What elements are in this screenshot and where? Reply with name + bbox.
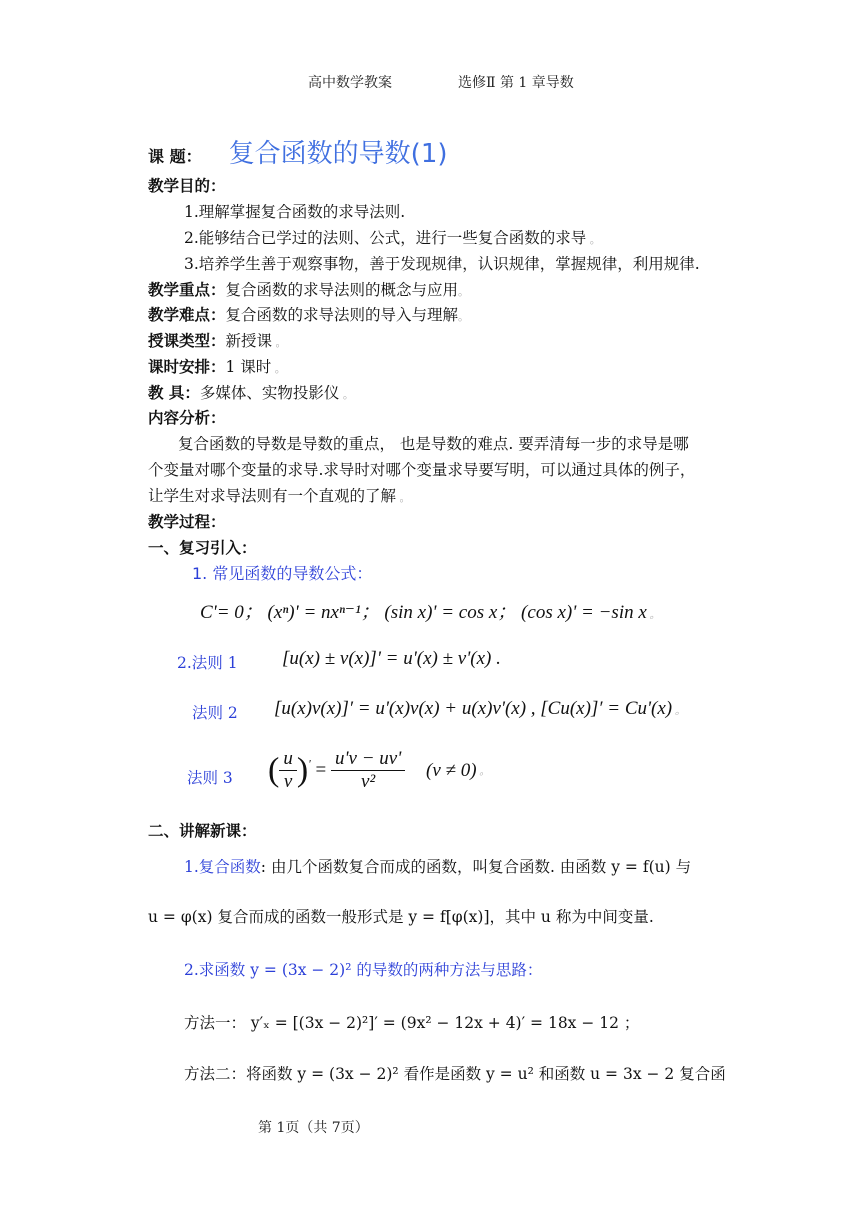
derivative-formulas: C'= 0； (xⁿ)' = nxⁿ⁻¹； (sin x)' = cos x； (cos x)' = −sin x 。 [200,602,661,623]
topic-label: 课 题： [148,147,202,166]
focus-text: 复合函数的求导法则的概念与应用 [225,281,459,299]
rule-3-label: 法则 3 [187,769,233,787]
page-title: 复合函数的导数(1) [228,139,448,169]
composite-def-line-2: u = φ(x) 复合而成的函数一般形式是 y = f[φ(x)]，其中 u 称为中间变量. [148,908,654,926]
composite-def-label: 1.复合函数 [184,858,261,876]
new-lesson-heading: 二、讲解新课： [148,822,257,840]
lesson-type-label: 授课类型： [148,332,226,350]
objectives-label: 教学目的： [148,177,226,195]
tools-label: 教 具： [148,384,200,402]
header-subject: 高中数学教案 [308,75,392,91]
tools-text: 多媒体、实物投影仪 [199,384,340,402]
rule-2-label: 法则 2 [192,704,238,722]
process-label: 教学过程： [148,513,226,531]
difficulty-text: 复合函数的求导法则的导入与理解 [225,306,459,324]
analysis-line-3: 让学生对求导法则有一个直观的了解 。 [148,487,411,505]
lesson-type-row: 授课类型：新授课 。 [148,332,287,350]
topic-line [148,133,448,170]
analysis-line-2: 个变量对哪个变量的求导.求导时对哪个变量求导要写明，可以通过具体的例子， [148,461,696,479]
rule-3-formula: ( $\frac{u}{v}$ )' = $\frac{u'v - uv'}{\text{v²}}$ (v ≠ 0) 。 [268,748,491,792]
difficulty-label: 教学难点： [148,306,226,324]
difficulty-row: 教学难点：复合函数的求导法则的导入与理解。 [148,306,470,324]
rule-3-rhs-fraction: $\frac{u'v - uv'}{\text{v²}}$ [331,748,405,793]
method-1: 方法一： y′ₓ = [(3x − 2)²]′ = (9x² − 12x + 4)′ = 18x − 12 ； [184,1014,640,1032]
example-heading: 2.求函数 y = (3x − 2)² 的导数的两种方法与思路： [184,961,543,979]
analysis-label: 内容分析： [148,409,226,427]
schedule-label: 课时安排： [148,358,226,376]
header-chapter: 选修Ⅱ 第 1 章导数 [458,75,574,91]
page-footer: 第 1页（共 7页） [258,1120,369,1136]
rule-1-label: 2.法则 1 [177,654,238,672]
focus-label: 教学重点： [148,281,226,299]
schedule-row: 课时安排：1 课时 。 [148,358,286,376]
tools-row: 教 具：多媒体、实物投影仪 。 [148,384,354,402]
review-item-1: 1. 常见函数的导数公式： [192,564,373,583]
focus-row: 教学重点：复合函数的求导法则的概念与应用。 [148,281,470,299]
objective-item-1: 1.理解掌握复合函数的求导法则. [184,203,406,221]
method-2: 方法二：将函数 y = (3x − 2)² 看作是函数 y = u² 和函数 u = 3x − 2 复合函 [184,1065,726,1083]
objective-item-2: 2.能够结合已学过的法则、公式，进行一些复合函数的求导 。 [184,229,601,247]
schedule-text: 1 课时 [225,358,272,376]
analysis-line-1: 复合函数的导数是导数的重点， 也是导数的难点. 要弄清每一步的求导是哪 [178,435,689,453]
review-heading: 一、复习引入： [148,539,257,557]
objective-item-3: 3.培养学生善于观察事物，善于发现规律，认识规律，掌握规律，利用规律. [184,255,700,273]
lesson-type-text: 新授课 [225,332,273,350]
rule-1-formula: [u(x) ± v(x)]' = u'(x) ± v'(x) . [282,648,501,669]
composite-def-line-1: 1.复合函数: 由几个函数复合而成的函数，叫复合函数. 由函数 y = f(u) 与 [184,858,692,876]
rule-2-formula: [u(x)v(x)]′ = u'(x)v(x) + u(x)v'(x) , [Cu(x)]′ = Cu'(x) 。 [274,698,686,719]
rule-3-lhs-fraction: $\frac{u}{v}$ [279,748,297,793]
